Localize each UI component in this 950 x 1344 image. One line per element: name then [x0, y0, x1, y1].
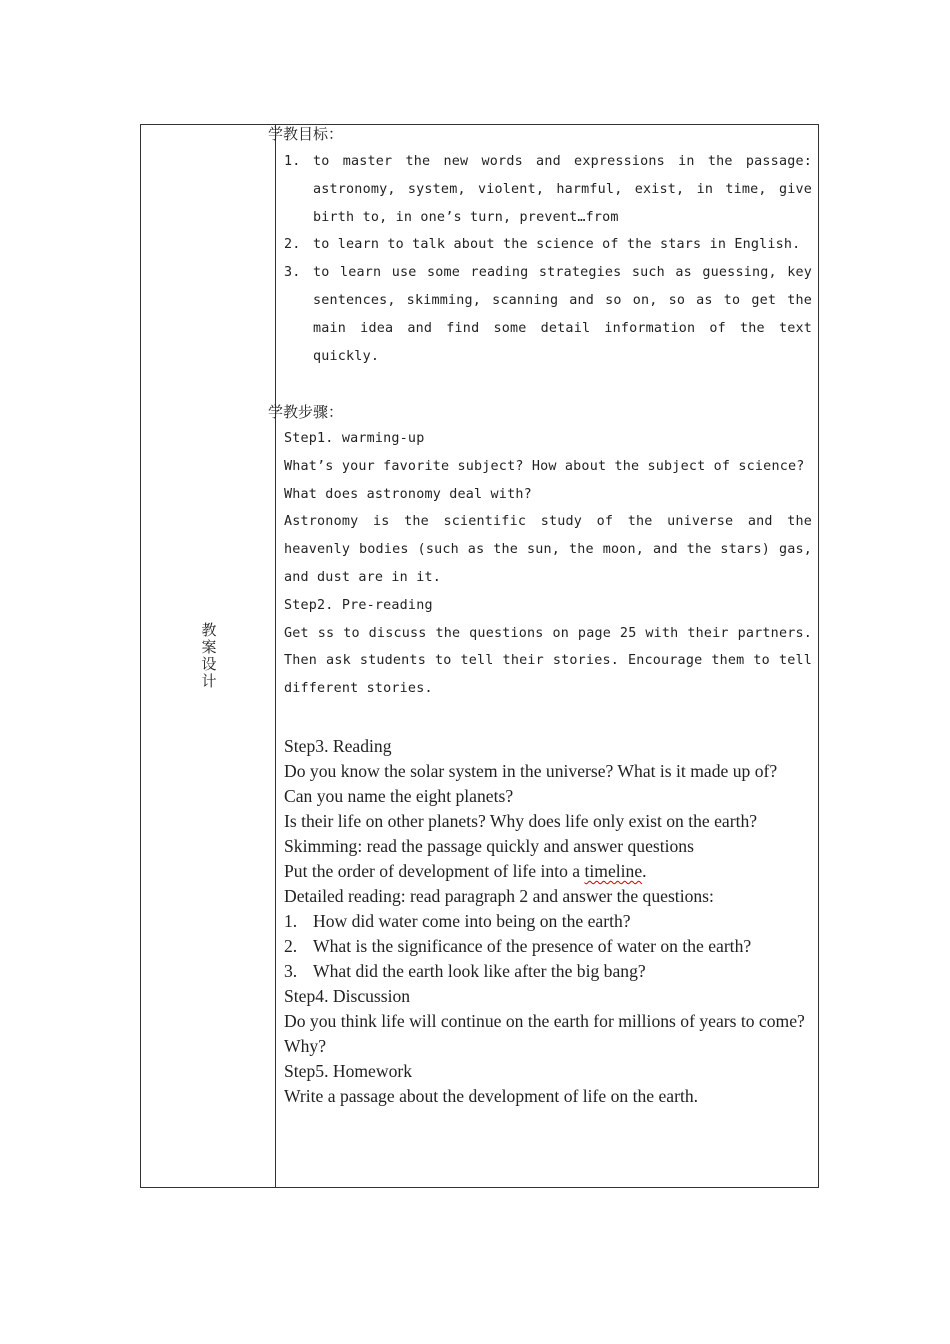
step5-title: Step5. Homework: [284, 1061, 413, 1081]
item-number: 1.: [284, 154, 301, 169]
question-item: [284, 959, 812, 984]
steps-heading: 学教步骤：: [268, 403, 344, 421]
question-text: How did water come into being on the earth?: [313, 911, 631, 931]
step5-text: Write a passage about the development of life on the earth.: [284, 1086, 699, 1106]
side-label: 教案设计: [201, 621, 217, 690]
timeline-word: timeline: [584, 861, 643, 881]
timeline-prefix: Put the order of development of life into a: [284, 861, 585, 881]
question-text: What is the significance of the presence of water on the earth?: [313, 936, 752, 956]
step3-title: Step3. Reading: [284, 736, 392, 756]
step2-text: Get ss to discuss the questions on page 25 with their partners. Then ask students to tell their stories. Encourage them to tell different stories.: [284, 625, 812, 697]
step3-line: Skimming: read the passage quickly and answer questions: [284, 836, 694, 856]
steps-section-2: [284, 734, 812, 1109]
objectives-heading: 学教目标：: [268, 125, 344, 143]
step2-title: Step2. Pre-reading: [284, 597, 433, 613]
timeline-line: [284, 859, 812, 884]
list-item: [284, 148, 812, 231]
step1-line: What’s your favorite subject? How about the subject of science?: [284, 458, 805, 474]
question-number: 1.: [284, 911, 298, 931]
step3-line: Is their life on other planets? Why does life only exist on the earth?: [284, 811, 758, 831]
item-number: 3.: [284, 265, 301, 281]
detailed-reading: Detailed reading: read paragraph 2 and answer the questions:: [284, 886, 714, 906]
question-item: [284, 934, 812, 959]
item-text: to learn use some reading strategies such as guessing, key sentences, skimming, scanning and so on, so as to get the main idea and find some detail information of the text quickly.: [313, 265, 812, 364]
step4-text: Do you think life will continue on the earth for millions of years to come? Why?: [284, 1011, 805, 1056]
list-item: [284, 231, 812, 259]
steps-section-1: [284, 425, 812, 703]
question-number: 3.: [284, 961, 298, 981]
step3-line: Do you know the solar system in the universe? What is it made up of?: [284, 761, 778, 781]
item-text: to master the new words and expressions in the passage: astronomy, system, violent, harmful, exist, in time, give birth to, in one’s turn, prevent…from: [313, 154, 812, 225]
question-item: [284, 909, 812, 934]
objectives-list: [284, 148, 812, 370]
question-number: 2.: [284, 936, 298, 956]
question-text: What did the earth look like after the big bang?: [313, 961, 646, 981]
item-number: 2.: [284, 237, 301, 253]
step1-line: Astronomy is the scientific study of the universe and the heavenly bodies (such as the sun, the moon, and the stars) gas, and dust are in it.: [284, 514, 812, 585]
step1-title: Step1. warming-up: [284, 431, 425, 446]
step1-line: What does astronomy deal with?: [284, 486, 532, 502]
list-item: [284, 259, 812, 370]
step4-title: Step4. Discussion: [284, 986, 411, 1006]
item-text: to learn to talk about the science of the stars in English.: [313, 237, 801, 253]
column-divider: [275, 125, 276, 1187]
step3-line: Can you name the eight planets?: [284, 786, 514, 806]
timeline-suffix: .: [642, 861, 647, 881]
